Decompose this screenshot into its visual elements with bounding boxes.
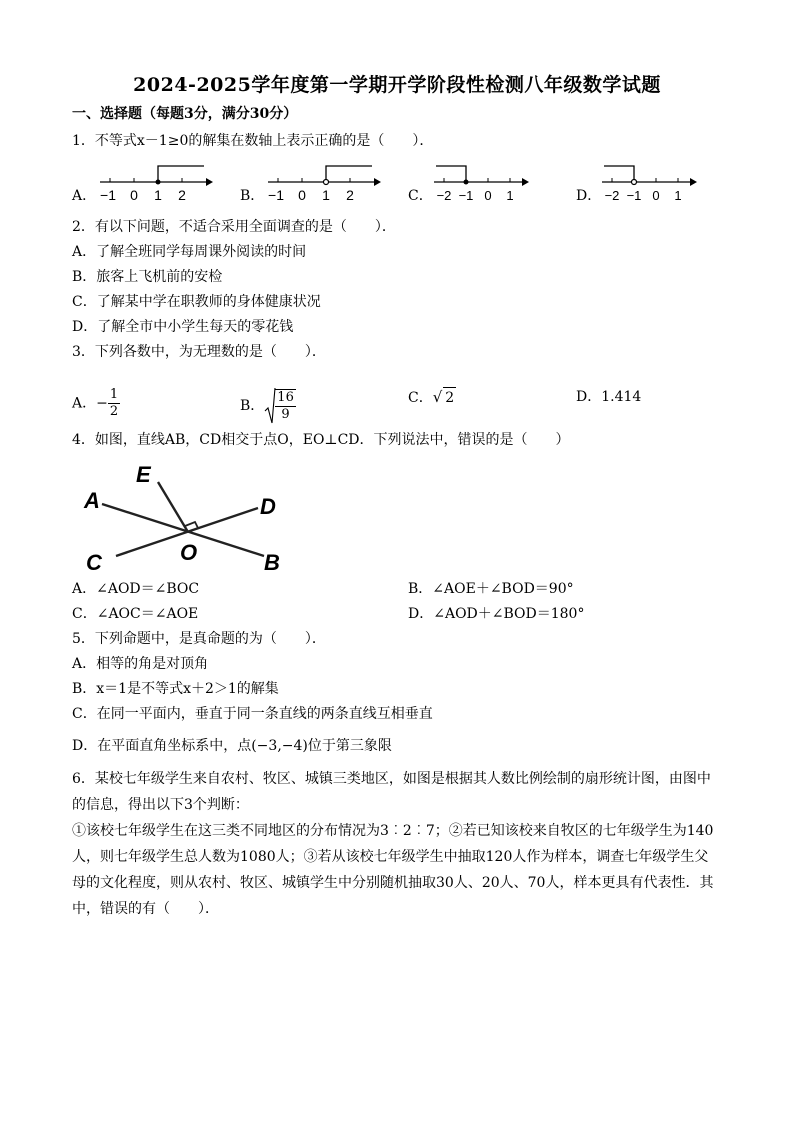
q3-option-a (72, 387, 120, 420)
q5-option-a: A．相等的角是对顶角 (72, 656, 209, 672)
q1c-tick-2: 0 (484, 188, 492, 203)
section-heading: 一、选择题（每题3分，满分30分） (72, 106, 298, 122)
page-title: 2024-2025学年度第一学期开学阶段性检测八年级数学试题 (133, 74, 661, 96)
q1-option-a-label: A． (72, 188, 97, 204)
q3-d-value: 1.414 (601, 389, 642, 405)
q1a-tick-1: 0 (130, 187, 138, 203)
question-6-intro: 6．某校七年级学生来自农村、牧区、城镇三类地区，如图是根据其人数比例绘制的扇形统计图，由图中的信息，得出以下3个判断： (72, 771, 711, 813)
question-6-statements: ①该校七年级学生在这三类不同地区的分布情况为3︰2︰7；②若已知该校来自牧区的七年级学生为140人，则七年级学生总人数为1080人；③若从该校七年级学生中抽取120人作为样本，调查七年级学生父母的文化程度，则从农村、牧区、城镇学生中分别随机抽取30人、20人、70人，样本更具有代表性．其中，错误的有（ ）． (72, 823, 714, 917)
q1-option-d-label: D． (576, 188, 602, 204)
q5-option-c: C．在同一平面内，垂直于同一条直线的两条直线互相垂直 (72, 706, 433, 722)
point-label-b: B (264, 550, 280, 575)
q3-b-fraction (275, 389, 296, 423)
q1d-tick-2: 0 (652, 188, 660, 203)
q2-option-a: A．了解全班同学每周课外阅读的时间 (72, 244, 307, 260)
q1d-tick-1: −1 (626, 188, 642, 203)
q1b-tick-1: 0 (298, 187, 306, 203)
question-5-stem: 5．下列命题中，是真命题的为（ ）． (72, 631, 326, 647)
q4-option-a: A．∠AOD＝∠BOC (72, 581, 200, 597)
q3-option-b (240, 387, 296, 425)
q1a-tick-3: 2 (178, 187, 186, 203)
q3-option-a-label: A． (72, 395, 97, 412)
q2-option-b: B．旅客上飞机前的安检 (72, 269, 223, 285)
q1b-tick-2: 1 (322, 187, 330, 203)
question-1-stem: 1．不等式x－1≥0的解集在数轴上表示正确的是（ ）． (72, 133, 434, 149)
q3-a-denominator: 2 (109, 404, 119, 419)
q1c-tick-1: −1 (458, 188, 474, 203)
q1-option-c-label: C． (408, 188, 433, 204)
point-label-d: D (260, 494, 276, 519)
q4-figure (78, 456, 298, 578)
q1a-tick-2: 1 (154, 187, 162, 203)
q3-option-d (576, 387, 641, 407)
q3-a-sign: − (96, 395, 108, 412)
q3-option-b-label: B． (240, 398, 265, 414)
point-label-a: A (84, 488, 100, 513)
question-2-stem: 2．有以下问题，不适合采用全面调查的是（ ）． (72, 219, 396, 235)
q1-numberline-a (96, 160, 216, 208)
q4-option-c: C．∠AOC＝∠AOE (72, 606, 199, 622)
q1b-tick-3: 2 (346, 187, 354, 203)
q1c-tick-0: −2 (436, 188, 452, 203)
point-label-e: E (136, 462, 151, 487)
q1a-tick-0: −1 (100, 187, 116, 203)
q1-numberline-b (264, 160, 384, 208)
q1d-tick-3: 1 (674, 188, 682, 203)
q3-a-numerator: 1 (109, 387, 119, 402)
q1d-tick-0: −2 (604, 188, 620, 203)
q1c-tick-3: 1 (506, 188, 514, 203)
question-3-stem: 3．下列各数中，为无理数的是（ ）． (72, 344, 326, 360)
q1b-tick-0: −1 (268, 187, 284, 203)
q3-b-denominator: 9 (281, 407, 290, 422)
q3-option-d-label: D． (576, 389, 602, 405)
q4-option-d: D．∠AOD＋∠BOD＝180° (408, 606, 585, 622)
q1-option-b-label: B． (240, 188, 265, 204)
q5-option-d: D．在平面直角坐标系中，点(−3,−4)位于第三象限 (72, 738, 392, 754)
q2-option-d: D．了解全市中小学生每天的零花钱 (72, 319, 294, 335)
q1-numberline-d (600, 160, 700, 208)
q5-option-b: B．x＝1是不等式x＋2＞1的解集 (72, 681, 279, 697)
q3-option-c-label: C． (408, 390, 433, 406)
q1-numberline-c (432, 160, 532, 208)
q3-b-numerator: 16 (277, 390, 294, 405)
point-label-c: C (86, 550, 102, 575)
q2-option-c: C．了解某中学在职教师的身体健康状况 (72, 294, 321, 310)
q3-option-c: C．√ 2 (408, 388, 455, 406)
q4-option-b: B．∠AOE＋∠BOD＝90° (408, 581, 574, 597)
q3-c-radicand: 2 (443, 387, 456, 408)
q3-a-fraction (108, 387, 120, 420)
question-4-stem: 4．如图，直线AB，CD相交于点O，EO⊥CD．下列说法中，错误的是（ ） (72, 432, 570, 448)
point-label-o: O (180, 540, 198, 565)
